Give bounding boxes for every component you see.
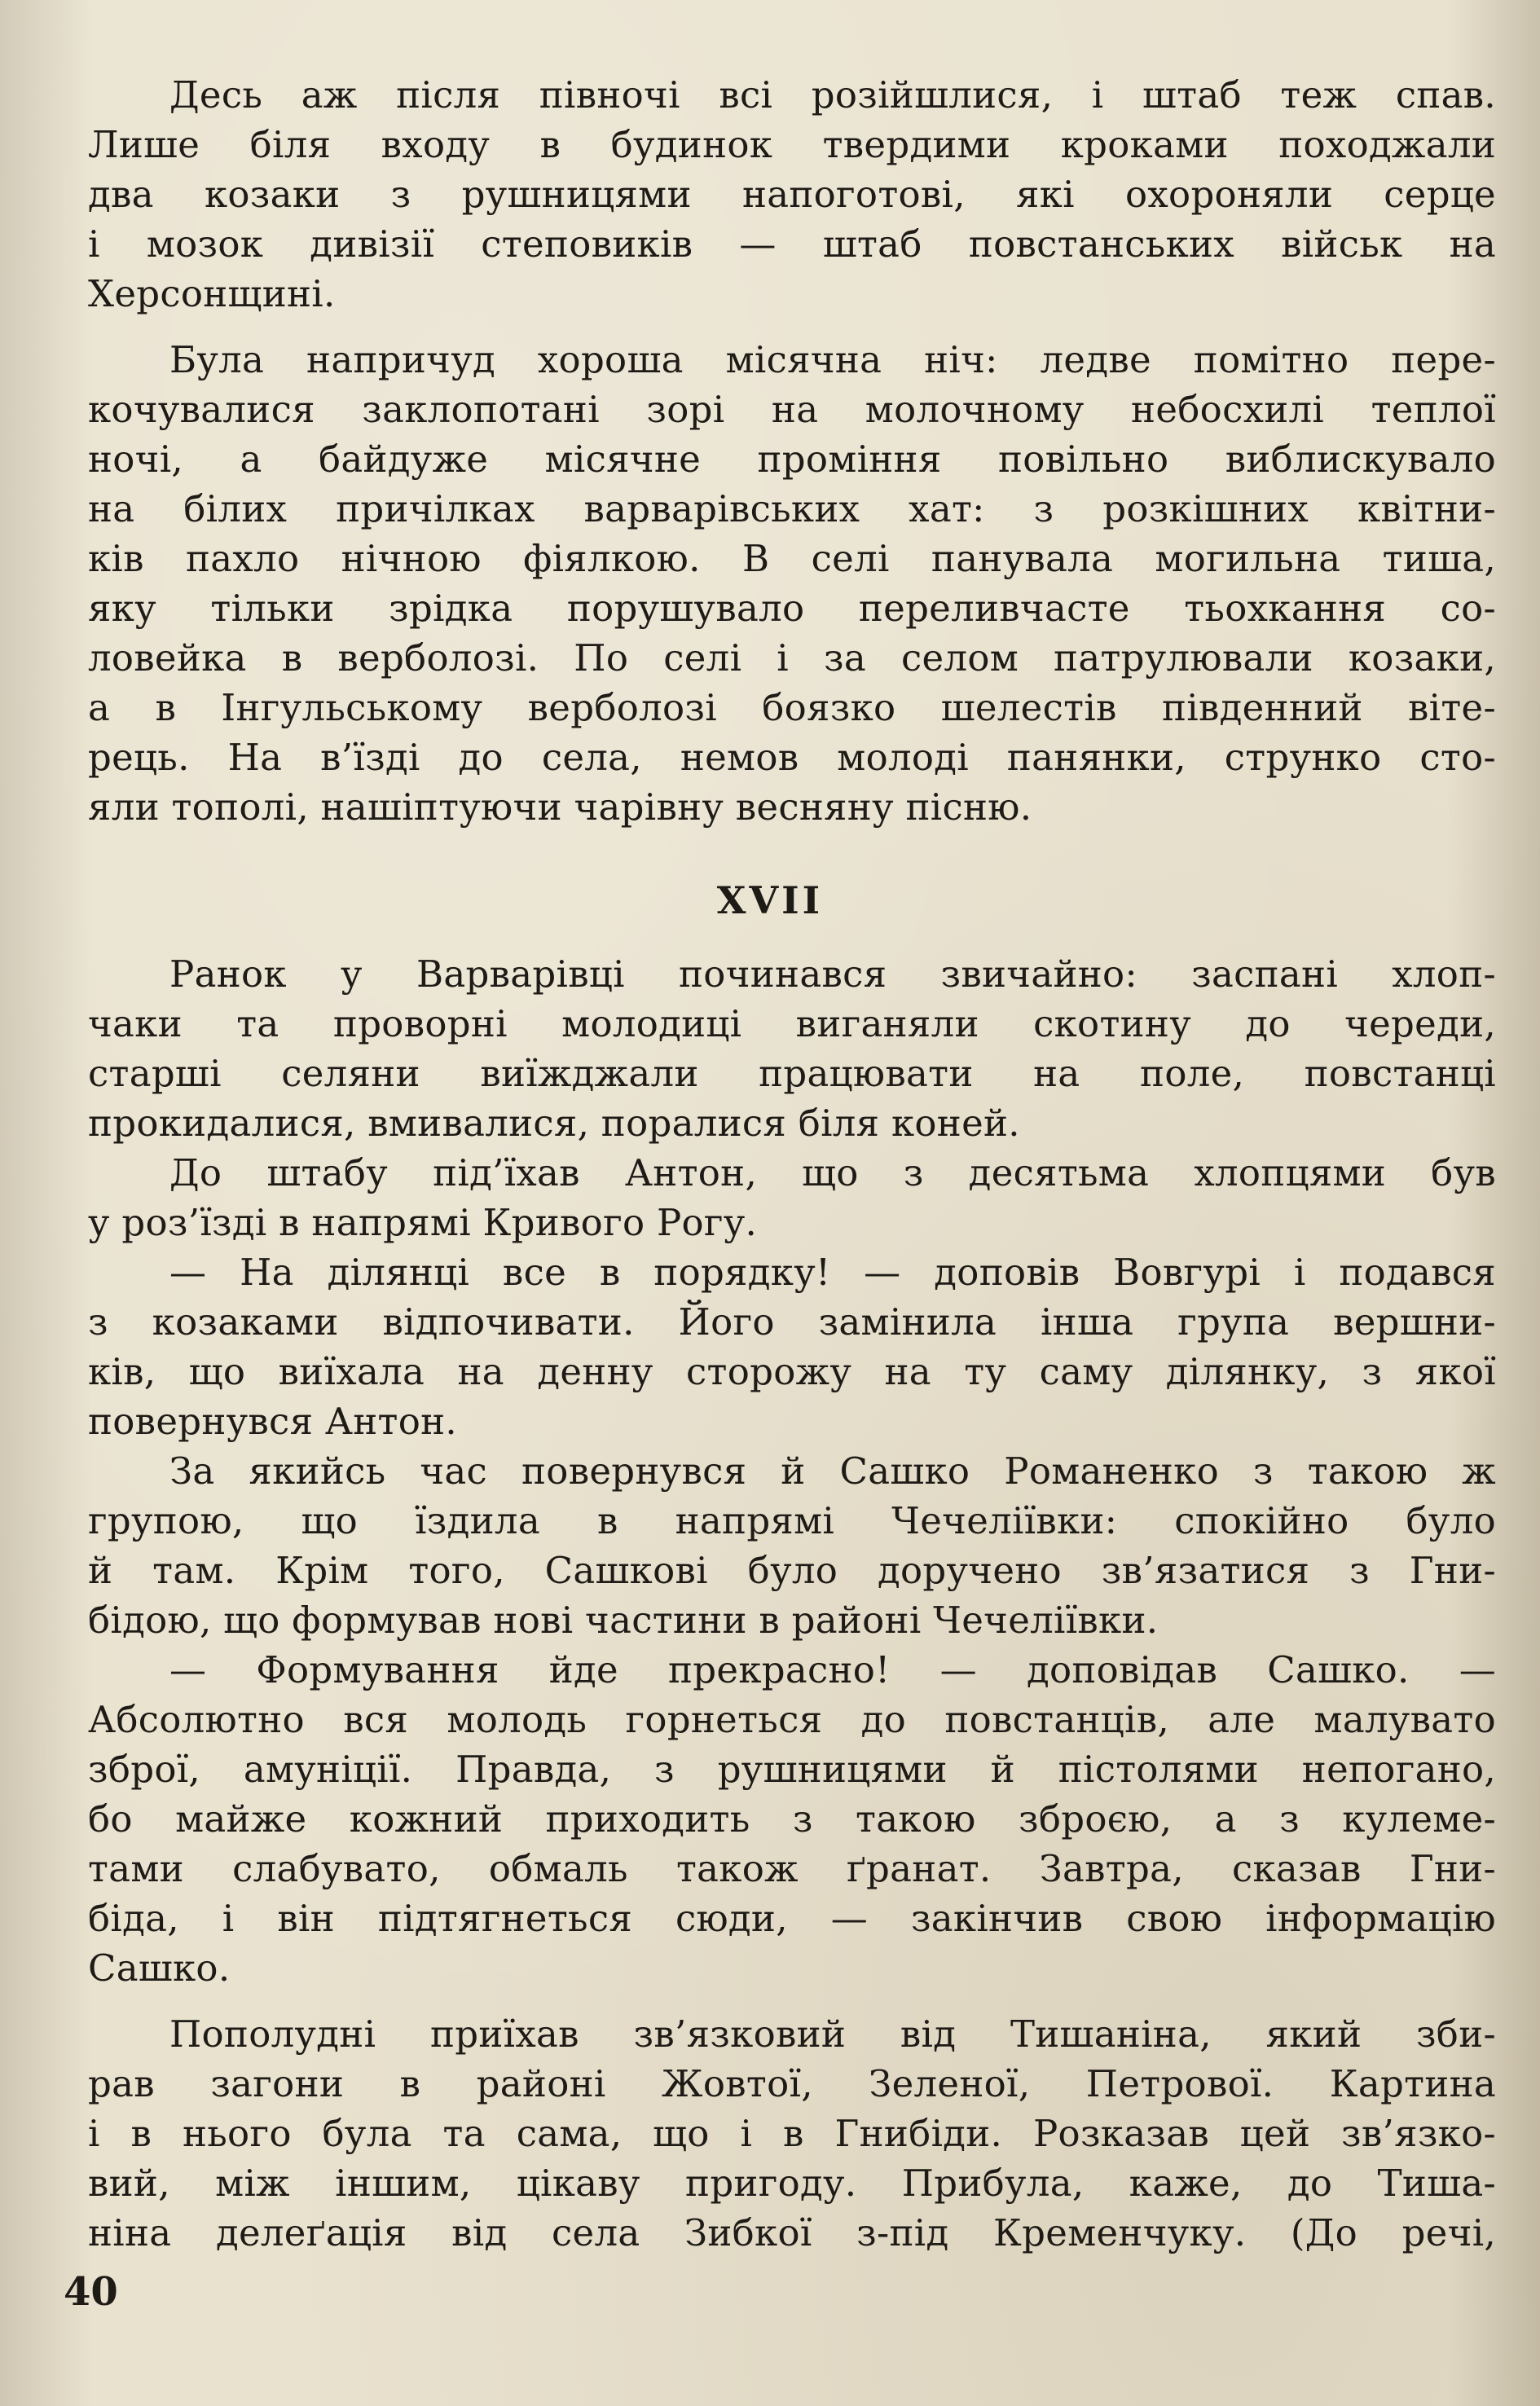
- page-number: 40: [64, 2269, 118, 2315]
- text-line: — На ділянці все в порядку! — доповів Вовгурі і подався: [169, 1251, 1496, 1294]
- text-line: два козаки з рушницями напоготові, які охороняли серце: [88, 173, 1496, 216]
- text-line: Херсонщині.: [88, 272, 336, 315]
- text-line: За якийсь час повернувся й Сашко Романенко з такою ж: [169, 1449, 1496, 1493]
- text-line: прокидалися, вмивалися, поралися біля коней.: [88, 1102, 1020, 1145]
- text-line: у роз’їзді в напрямі Кривого Рогу.: [88, 1201, 758, 1244]
- text-line: бідою, що формував нові частини в районі Чечеліївки.: [88, 1599, 1159, 1642]
- text-line: Абсолютно вся молодь горнеться до повстанців, але малувато: [88, 1698, 1496, 1741]
- text-line: повернувся Антон.: [88, 1400, 458, 1443]
- paragraph: [88, 1645, 1496, 1993]
- text-line: рець. На в’їзді до села, немов молоді панянки, струнко сто-: [88, 736, 1496, 779]
- text-line: старші селяни виїжджали працювати на поле, повстанці: [88, 1052, 1496, 1095]
- text-line: ків, що виїхала на денну сторожу на ту саму ділянку, з якої: [88, 1350, 1496, 1393]
- text-line: кочувалися заклопотані зорі на молочному небосхилі теплої: [88, 388, 1496, 431]
- text-line: ночі, а байдуже місячне проміння повільно виблискувало: [88, 438, 1496, 481]
- paragraph: [88, 2009, 1496, 2258]
- text-line: Сашко.: [88, 1946, 231, 1990]
- text-line: До штабу під’їхав Антон, що з десятьма хлопцями був: [169, 1151, 1496, 1194]
- paragraph: [88, 1148, 1496, 1247]
- text-line: яку тільки зрідка порушувало переливчасте тьохкання со-: [88, 587, 1496, 630]
- chapter-heading: XVII: [716, 878, 824, 922]
- text-line: групою, що їздила в напрямі Чечеліївки: спокійно було: [88, 1499, 1496, 1542]
- text-line: бо майже кожний приходить з такою зброєю, а з кулеме-: [88, 1797, 1496, 1841]
- text-line: вий, між іншим, цікаву пригоду. Прибула, каже, до Тиша-: [88, 2162, 1496, 2205]
- text-line: Лише біля входу в будинок твердими кроками походжали: [88, 123, 1496, 166]
- text-line: рав загони в районі Жовтої, Зеленої, Петрової. Картина: [88, 2062, 1496, 2105]
- paragraph: [88, 335, 1496, 832]
- text-line: чаки та проворні молодиці виганяли скотину до череди,: [88, 1002, 1496, 1045]
- text-line: Пополудні приїхав зв’язковий від Тишаніна, який зби-: [169, 2012, 1496, 2056]
- text-line: і мозок дивізії степовиків — штаб повстанських військ на: [88, 222, 1496, 266]
- text-line: і в нього була та сама, що і в Гнибіди. Розказав цей зв’язко-: [88, 2112, 1496, 2155]
- text-line: зброї, амуніції. Правда, з рушницями й пістолями непогано,: [88, 1748, 1496, 1791]
- text-line: яли тополі, нашіптуючи чарівну весняну пісню.: [88, 785, 1032, 829]
- text-line: Десь аж після півночі всі розійшлися, і штаб теж спав.: [169, 73, 1496, 117]
- text-line: Була напричуд хороша місячна ніч: ледве помітно пере-: [169, 338, 1496, 381]
- text-line: ніна делеґація від села Зибкої з-під Кременчуку. (До речі,: [88, 2211, 1496, 2254]
- paragraph: [88, 1446, 1496, 1645]
- paragraph: [88, 949, 1496, 1148]
- text-line: тами слабувато, обмаль також ґранат. Завтра, сказав Гни-: [88, 1847, 1496, 1890]
- text-line: з козаками відпочивати. Його замінила інша група вершни-: [88, 1300, 1496, 1344]
- text-line: Ранок у Варварівці починався звичайно: заспані хлоп-: [169, 952, 1496, 996]
- text-section-2: [88, 949, 1496, 2258]
- text-line: ловейка в верболозі. По селі і за селом патрулювали козаки,: [88, 636, 1496, 680]
- text-line: й там. Крім того, Сашкові було доручено зв’язатися з Гни-: [88, 1549, 1496, 1592]
- text-line: ків пахло нічною фіялкою. В селі панувала могильна тиша,: [88, 537, 1496, 580]
- paragraph: [88, 1247, 1496, 1446]
- text-section-1: [88, 70, 1496, 832]
- paragraph: [88, 70, 1496, 319]
- text-line: біда, і він підтягнеться сюди, — закінчив свою інформацію: [88, 1897, 1496, 1940]
- text-line: а в Інгульському верболозі боязко шелестів південний віте-: [88, 686, 1496, 729]
- text-line: на білих причілках варварівських хат: з розкішних квітни-: [88, 487, 1496, 530]
- text-line: — Формування йде прекрасно! — доповідав Сашко. —: [169, 1648, 1496, 1691]
